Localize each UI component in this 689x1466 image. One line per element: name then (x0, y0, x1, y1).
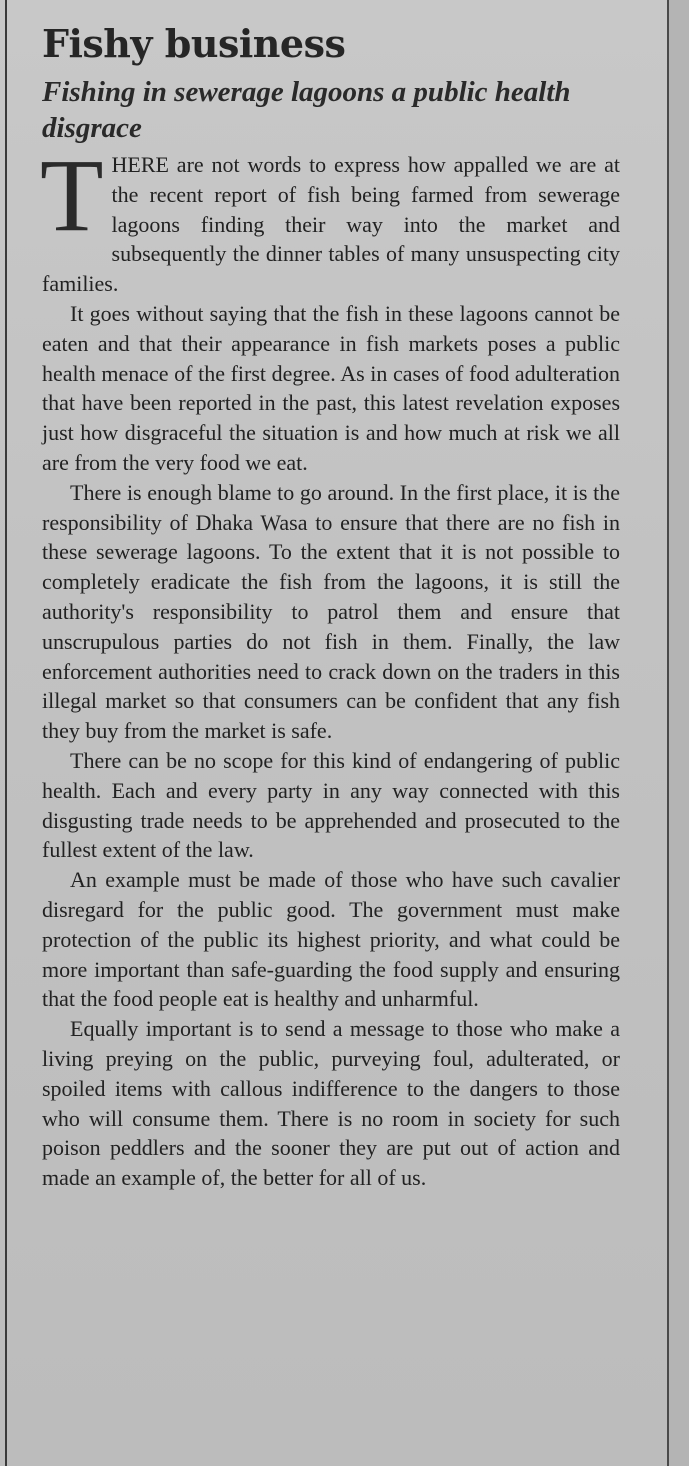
article-body (40, 138, 620, 1193)
editorial-article (42, 14, 620, 1193)
article-paragraph: Equally important is to send a message to those who make a living preying on the public, purveying foul, adulterated, or spoiled items with callous indifference to the dangers to those who will consume them. There is no room in society for such poison peddlers and the sooner they are put out of action and made an example of, the better for all of us. (42, 1016, 620, 1191)
article-paragraph: An example must be made of those who have such cavalier disregard for the public good. The government must make protection of the public its highest priority, and what could be more important than safe-guarding the food supply and ensuring that the food people eat is healthy and unharmful. (42, 867, 620, 1012)
article-paragraph: There is enough blame to go around. In the first place, it is the responsibility of Dhaka Wasa to ensure that there are no fish in these sewerage lagoons. To the extent that it is not possible to completely eradicate the fish from the lagoons, it is still the authority's responsibility to patrol them and ensure that unscrupulous parties do not fish in them. Finally, the law enforcement authorities need to crack down on the traders in this illegal market so that consumers can be confident that any fish they buy from the market is safe. (42, 479, 620, 744)
article-headline: Fishy business (42, 21, 346, 66)
article-paragraph: It goes without saying that the fish in these lagoons cannot be eaten and that their appearance in fish markets poses a public health menace of the first degree. As in cases of food adulteration that have been reported in the past, this latest revelation exposes just how disgraceful the situation is and how much at risk we all are from the very food we eat. (42, 300, 620, 475)
article-paragraph: There can be no scope for this kind of endangering of public health. Each and every party in any way connected with this disgusting trade needs to be apprehended and prosecuted to the fullest extent of the law. (42, 747, 620, 863)
article-paragraph (40, 138, 620, 299)
column-left-rule (5, 0, 7, 1466)
article-paragraph-text: HERE are not words to express how appalled we are at the recent report of fish being farmed from sewerage lagoons finding their way into the market and subsequently the dinner tables of many unsuspecting city families. (42, 152, 620, 297)
drop-cap: T (40, 138, 104, 253)
article-subheadline: Fishing in sewerage lagoons a public health disgrace (42, 76, 571, 144)
page-margin (669, 0, 689, 1466)
